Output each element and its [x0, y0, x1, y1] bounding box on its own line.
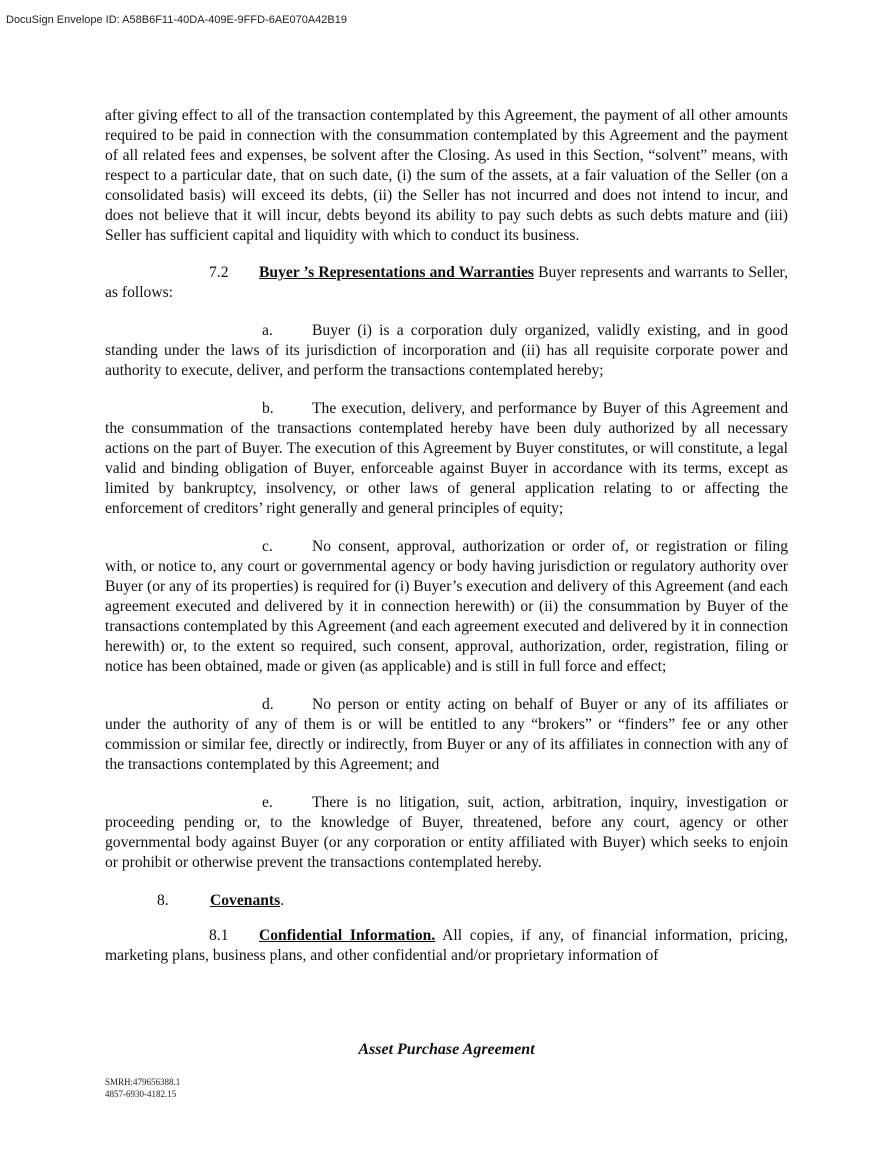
section-8-1-heading: Confidential Information. — [259, 927, 436, 944]
clause-e-text: There is no litigation, suit, action, arbitration, inquiry, investigation or proceeding pending or, to the knowledge of Buyer, threatened, before any court, agency or other governmental body against Buyer (or any corporation or entity affiliated with Buyer) which seeks to enjoin or prohibit or otherwise prevent the transactions contemplated hereby. — [105, 794, 788, 871]
document-body — [105, 106, 788, 984]
clause-b-letter: b. — [262, 400, 274, 417]
intro-paragraph: after giving effect to all of the transaction contemplated by this Agreement, the payment of all other amounts required to be paid in connection with the consummation contemplated by this Agreement and the payment of all related fees and expenses, be solvent after the Closing. As used in this Section, “solvent” means, with respect to a particular date, that on such date, (i) the sum of the assets, at a fair valuation of the Seller (on a consolidated basis) will exceed its debts, (ii) the Seller has not incurred and does not intend to incur, and does not believe that it will incur, debts beyond its ability to pay such debts as such debts mature and (iii) Seller has sufficient capital and liquidity with which to conduct its business. — [105, 107, 788, 244]
clause-d — [105, 695, 788, 775]
clause-e-letter: e. — [262, 794, 273, 811]
section-8-1 — [105, 926, 788, 966]
docusign-envelope-id: DocuSign Envelope ID: A58B6F11-40DA-409E-9FFD-6AE070A42B19 — [6, 14, 347, 26]
clause-a-text: Buyer (i) is a corporation duly organized, validly existing, and in good standing under the laws of its jurisdiction of incorporation and (ii) has all requisite corporate power and authority to execute, deliver, and perform the transactions contemplated hereby; — [105, 322, 788, 379]
doc-id-line: 4857-6930-4182.15 — [105, 1089, 177, 1099]
section-7-2-text: Buyer represents and warrants to Seller, as follows: — [105, 264, 788, 301]
section-8-number: 8. — [157, 892, 169, 909]
clause-b — [105, 399, 788, 519]
clause-d-letter: d. — [262, 696, 274, 713]
footer-title: Asset Purchase Agreement — [358, 1041, 535, 1058]
section-7-2-number: 7.2 — [209, 264, 229, 281]
section-8-heading: Covenants — [210, 892, 281, 909]
clause-a-letter: a. — [262, 322, 273, 339]
section-8-trailing: . — [280, 892, 285, 909]
clause-c — [105, 537, 788, 677]
clause-c-letter: c. — [262, 538, 273, 555]
section-8-1-text: All copies, if any, of financial information, pricing, marketing plans, business plans, and other confidential and/or proprietary information of — [105, 927, 788, 964]
clause-d-text: No person or entity acting on behalf of Buyer or any of its affiliates or under the authority of any of them is or will be entitled to any “brokers” or “finders” fee or any other commission or similar fee, directly or indirectly, from Buyer or any of its affiliates in connection with any of the transactions contemplated by this Agreement; and — [105, 696, 788, 773]
doc-id-line: SMRH:479656388.1 — [105, 1077, 181, 1087]
clause-a — [105, 321, 788, 381]
section-8-1-number: 8.1 — [209, 927, 229, 944]
section-8 — [105, 891, 788, 911]
clause-e — [105, 793, 788, 873]
clause-c-text: No consent, approval, authorization or order of, or registration or filing with, or notice to, any court or governmental agency or body having jurisdiction or regulatory authority over Buyer (or any of its properties) is required for (i) Buyer’s execution and delivery of this Agreement (and each agreement executed and delivered by it in connection herewith) or (ii) the consummation by Buyer of the transactions contemplated by this Agreement (and each agreement executed and delivered by it in connection herewith) or, to the extent so required, such consent, approval, authorization, order, registration, filing or notice has been obtained, made or given (as applicable) and is still in full force and effect; — [105, 538, 789, 675]
section-7-2-heading: Buyer ’s Representations and Warranties — [259, 264, 534, 281]
document-ids — [105, 1076, 180, 1100]
clause-b-text: The execution, delivery, and performance by Buyer of this Agreement and the consummation of the transactions contemplated hereby have been duly authorized by all necessary actions on the part of Buyer. The execution of this Agreement by Buyer constitutes, or will constitute, a legal valid and binding obligation of Buyer, enforceable against Buyer in accordance with its terms, except as limited by bankruptcy, insolvency, or other laws of general application relating to or affecting the enforcement of creditors’ right generally and general principles of equity; — [105, 400, 788, 517]
section-7-2 — [105, 263, 788, 303]
